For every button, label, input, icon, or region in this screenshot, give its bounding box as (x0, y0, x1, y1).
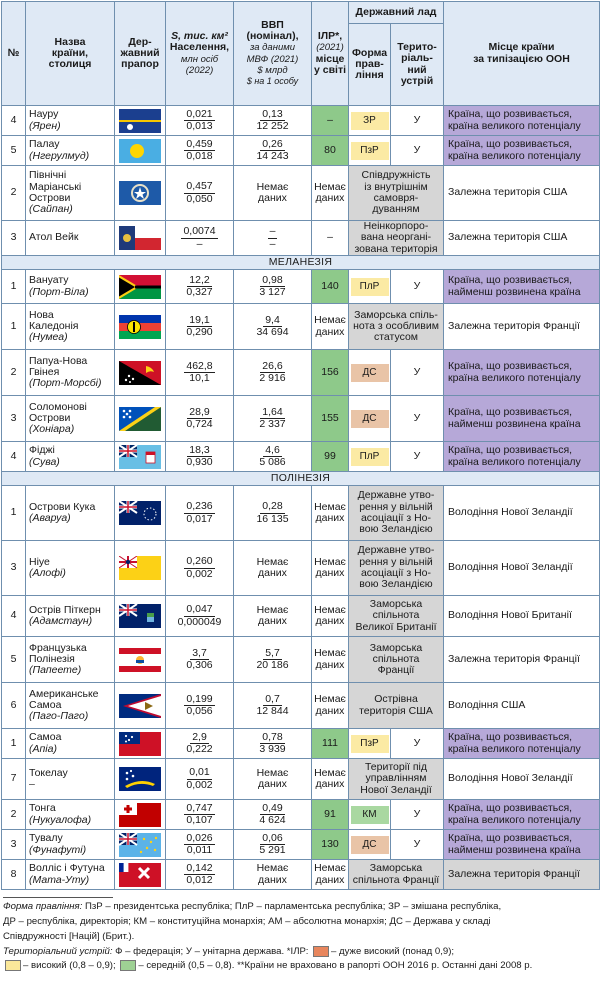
status-text: Неінкорпоро- вана неорганi- зована територія (349, 221, 444, 256)
gdp-no-data: Немає даних (234, 166, 312, 221)
area-pop: 18,3 0,930 (166, 442, 234, 472)
gdp: 4,6 5 086 (234, 442, 312, 472)
un-place: Країна, що розвивається, найменш розвинена країна (444, 396, 600, 442)
country-name: Північні Маріанські Острови (Сайпан) (26, 166, 115, 221)
nauru-flag (119, 109, 161, 133)
table-row (2, 486, 600, 541)
area-pop: 28,9 0,724 (166, 396, 234, 442)
gdp: 0,13 12 252 (234, 106, 312, 136)
ilr-no-data: Немає даних (312, 541, 349, 596)
countries-table (1, 1, 600, 890)
status-text: Заморська спіль- нота з особливим статусом (349, 304, 444, 350)
country-name: Тувалу (Фунафуті) (26, 830, 115, 860)
region-polynesia: ПОЛІНЕЗІЯ (2, 472, 600, 486)
ilr-no-data: Немає даних (312, 637, 349, 683)
territorial-value: У (391, 136, 444, 166)
fiji-flag (119, 445, 161, 469)
row-num: 8 (2, 860, 26, 890)
form-badge: ПзР (351, 142, 389, 160)
ilr-value: – (312, 106, 349, 136)
territorial-value: У (391, 442, 444, 472)
ilr-no-data: Немає даних (312, 683, 349, 729)
gdp: 9,4 34 694 (234, 304, 312, 350)
ilr-no-data: Немає даних (312, 759, 349, 800)
gdp: 1,64 2 337 (234, 396, 312, 442)
row-num: 3 (2, 221, 26, 256)
cook-islands-flag (119, 501, 161, 525)
area-pop: 0,199 0,056 (166, 683, 234, 729)
ilr-value: 130 (312, 830, 349, 860)
country-name: Самоа (Апіа) (26, 729, 115, 759)
country-name: Ніуе (Алофі) (26, 541, 115, 596)
header-place: Місце країни за типізацією ООН (444, 2, 600, 106)
territorial-value: У (391, 396, 444, 442)
header-gdp: ВВП (номінал), за даними МВФ (2021) $ млрд $ на 1 особу (234, 2, 312, 106)
ilr-no-data: Немає даних (312, 486, 349, 541)
form-badge: ПзР (351, 735, 389, 753)
gdp: 0,49 4 624 (234, 800, 312, 830)
country-name: Палау (Нгерулмуд) (26, 136, 115, 166)
country-name: Нова Каледонія (Нумеа) (26, 304, 115, 350)
french-polynesia-flag (119, 648, 161, 672)
country-name: Тонга (Нукуалофа) (26, 800, 115, 830)
row-num: 5 (2, 637, 26, 683)
area-pop: 0,021 0,013 (166, 106, 234, 136)
very-high-swatch (313, 946, 329, 957)
row-num: 3 (2, 396, 26, 442)
status-text: Державне утво- рення у вільній асоціації з Но- вою Зеландією (349, 486, 444, 541)
country-name: Волліс і Футуна (Мата-Уту) (26, 860, 115, 890)
table-row (2, 729, 600, 759)
samoa-flag (119, 732, 161, 756)
country-name: Французька Полінезія (Папеете) (26, 637, 115, 683)
territorial-value: У (391, 270, 444, 304)
gdp: 0,78 3 939 (234, 729, 312, 759)
table-row (2, 136, 600, 166)
gdp: 0,26 14 243 (234, 136, 312, 166)
territorial-value: У (391, 106, 444, 136)
row-num: 6 (2, 683, 26, 729)
tonga-flag (119, 803, 161, 827)
row-num: 4 (2, 596, 26, 637)
status-text: Заморська спільнота Великої Британії (349, 596, 444, 637)
header-name: Назва країни, столиця (26, 2, 115, 106)
table-row (2, 759, 600, 800)
area-pop: 12,2 0,327 (166, 270, 234, 304)
header-state: Державний лад (349, 2, 444, 24)
ilr-no-data: Немає даних (312, 860, 349, 890)
papua-new-guinea-flag (119, 361, 161, 385)
tokelau-flag (119, 767, 161, 791)
status-text: Території під управлінням Нової Зеландії (349, 759, 444, 800)
status-text: Державне утво- рення у вільній асоціації з Но- вою Зеландією (349, 541, 444, 596)
row-num: 3 (2, 541, 26, 596)
gdp: 0,06 5 291 (234, 830, 312, 860)
northern-mariana-flag (119, 181, 161, 205)
un-place: Країна, що розвивається, найменш розвинена країна (444, 270, 600, 304)
footnote-line-3: Співдружності [Націй] (Брит.). (3, 930, 135, 942)
ilr-value: 91 (312, 800, 349, 830)
gdp: 0,7 12 844 (234, 683, 312, 729)
area-pop: 0,142 0,012 (166, 860, 234, 890)
ilr-value: 99 (312, 442, 349, 472)
table-row (2, 106, 600, 136)
header-form: Форма прав- ління (349, 24, 391, 106)
area-pop: 3,7 0,306 (166, 637, 234, 683)
area-pop: 0,260 0,002 (166, 541, 234, 596)
ilr-no-data: Немає даних (312, 596, 349, 637)
un-place: Залежна територія Франції (444, 304, 600, 350)
gdp-no-data: Немає даних (234, 541, 312, 596)
table-row (2, 396, 600, 442)
country-name: Соломонові Острови (Хоніара) (26, 396, 115, 442)
palau-flag (119, 139, 161, 163)
territorial-value: У (391, 729, 444, 759)
un-place: Країна, що розвивається, країна великого потенціалу (444, 106, 600, 136)
form-badge: ЗР (351, 112, 389, 130)
country-name: Науру (Ярен) (26, 106, 115, 136)
un-place: Залежна територія Франції (444, 637, 600, 683)
un-place: Залежна територія Франції (444, 860, 600, 890)
un-place: Країна, що розвивається, країна великого потенціалу (444, 729, 600, 759)
row-num: 1 (2, 729, 26, 759)
ilr-value: 155 (312, 396, 349, 442)
status-text: Співдружність із внутрішнім самовря- дуванням (349, 166, 444, 221)
form-badge: КМ (351, 806, 389, 824)
row-num: 2 (2, 166, 26, 221)
header-ilr: ІЛР*, (2021) місце у світі (312, 2, 349, 106)
table-row (2, 304, 600, 350)
american-samoa-flag (119, 694, 161, 718)
area-pop: 0,047 0,000049 (166, 596, 234, 637)
area-pop: 0,747 0,107 (166, 800, 234, 830)
country-name: Токелау – (26, 759, 115, 800)
region-melanesia: МЕЛАНЕЗІЯ (2, 256, 600, 270)
ilr-value: 140 (312, 270, 349, 304)
ilr-no-data: Немає даних (312, 166, 349, 221)
row-num: 2 (2, 350, 26, 396)
gdp: 0,28 16 135 (234, 486, 312, 541)
country-name: Острови Кука (Аваруа) (26, 486, 115, 541)
tuvalu-flag (119, 833, 161, 857)
un-place: Володіння США (444, 683, 600, 729)
solomon-islands-flag (119, 407, 161, 431)
un-place: Країна, що розвивається, країна великого потенціалу (444, 136, 600, 166)
vanuatu-flag (119, 275, 161, 299)
un-place: Володіння Нової Зеландії (444, 541, 600, 596)
country-name: Атол Вейк (26, 221, 115, 256)
header-territorial: Терито- ріаль- ний устрій (391, 24, 444, 106)
un-place: Країна, що розвивається, найменш розвинена країна (444, 830, 600, 860)
row-num: 1 (2, 486, 26, 541)
ilr-value: 156 (312, 350, 349, 396)
table-row (2, 830, 600, 860)
un-place: Володіння Нової Зеландії (444, 486, 600, 541)
status-text: Заморська спільнота Франції (349, 637, 444, 683)
row-num: 5 (2, 136, 26, 166)
area-pop: 462,8 10,1 (166, 350, 234, 396)
table-row (2, 166, 600, 221)
row-num: 1 (2, 270, 26, 304)
gdp-no-data: Немає даних (234, 860, 312, 890)
table-row (2, 596, 600, 637)
table-row (2, 637, 600, 683)
row-num: 2 (2, 800, 26, 830)
form-badge: ДС (351, 836, 389, 854)
country-name: Американське Самоа (Паго-Паго) (26, 683, 115, 729)
form-badge: ДС (351, 410, 389, 428)
territorial-value: У (391, 800, 444, 830)
ilr-no-data: Немає даних (312, 304, 349, 350)
area-pop: 0,457 0,050 (166, 166, 234, 221)
gdp: – – (234, 221, 312, 256)
country-name: Фіджі (Сува) (26, 442, 115, 472)
footnote-divider (3, 897, 113, 898)
un-place: Країна, що розвивається, країна великого потенціалу (444, 800, 600, 830)
gdp: 26,6 2 916 (234, 350, 312, 396)
form-badge: ПлР (351, 448, 389, 466)
un-place: Залежна територія США (444, 221, 600, 256)
country-name: Папуа-Нова Гвінея (Порт-Морсбі) (26, 350, 115, 396)
area-pop: 0,01 0,002 (166, 759, 234, 800)
ilr-value: – (312, 221, 349, 256)
row-num: 4 (2, 442, 26, 472)
footnote-line-4: Територіальний устрій: Ф – федерація; У – унітарна держава. *ІЛР: – дуже високий (понад 0,9); (3, 945, 455, 957)
area-pop: 2,9 0,222 (166, 729, 234, 759)
form-badge: ПлР (351, 278, 389, 296)
row-num: 4 (2, 106, 26, 136)
header-flag: Дер- жавний прапор (115, 2, 166, 106)
row-num: 1 (2, 304, 26, 350)
ilr-value: 111 (312, 729, 349, 759)
status-text: Заморська спільнота Франції (349, 860, 444, 890)
area-pop: 0,0074 – (166, 221, 234, 256)
status-text: Острівна територія США (349, 683, 444, 729)
area-pop: 19,1 0,290 (166, 304, 234, 350)
wake-flag (119, 226, 161, 250)
footnote-line-2: ДР – республіка, директорія; КМ – конституційна монархія; АМ – абсолютна монархія; ДС – Держава у складі (3, 915, 491, 927)
footnote-line-1: Форма правління: ПзР – президентська республіка; ПлР – парламентська республіка; ЗР – змішана республіка, (3, 901, 502, 912)
area-pop: 0,026 0,011 (166, 830, 234, 860)
footnote-line-5: – високий (0,8 – 0,9); – середній (0,5 – 0,8). **Країни не враховано в рапорті ООН 2016 р. Останні дані 2008 р. (3, 959, 597, 974)
un-place: Країна, що розвивається, країна великого потенціалу (444, 350, 600, 396)
area-pop: 0,459 0,018 (166, 136, 234, 166)
un-place: Володіння Нової Зеландії (444, 759, 600, 800)
header-area-population: S, тис. км² Населення, млн осіб (2022) (166, 2, 234, 106)
gdp-no-data: Немає даних (234, 596, 312, 637)
country-name: Вануату (Порт-Віла) (26, 270, 115, 304)
territorial-value: У (391, 830, 444, 860)
form-badge: ДС (351, 364, 389, 382)
area-pop: 0,236 0,017 (166, 486, 234, 541)
ilr-value: 80 (312, 136, 349, 166)
un-place: Залежна територія США (444, 166, 600, 221)
new-caledonia-flag (119, 315, 161, 339)
table-row (2, 683, 600, 729)
pitcairn-flag (119, 604, 161, 628)
gdp: 0,98 3 127 (234, 270, 312, 304)
territorial-value: У (391, 350, 444, 396)
wallis-futuna-flag (119, 863, 161, 887)
gdp: 5,7 20 186 (234, 637, 312, 683)
table-row (2, 541, 600, 596)
un-place: Країна, що розвивається, країна великого потенціалу (444, 442, 600, 472)
table-row (2, 800, 600, 830)
un-place: Володіння Нової Британії (444, 596, 600, 637)
high-swatch (5, 960, 21, 971)
row-num: 7 (2, 759, 26, 800)
table-row (2, 442, 600, 472)
table-row (2, 860, 600, 890)
medium-swatch (120, 960, 136, 971)
country-name: Острів Піткерн (Адамстаун) (26, 596, 115, 637)
niue-flag (119, 556, 161, 580)
table-row (2, 350, 600, 396)
table-row (2, 270, 600, 304)
header-num: № (2, 2, 26, 106)
table-row (2, 221, 600, 256)
footnotes (3, 900, 597, 974)
gdp-no-data: Немає даних (234, 759, 312, 800)
row-num: 3 (2, 830, 26, 860)
